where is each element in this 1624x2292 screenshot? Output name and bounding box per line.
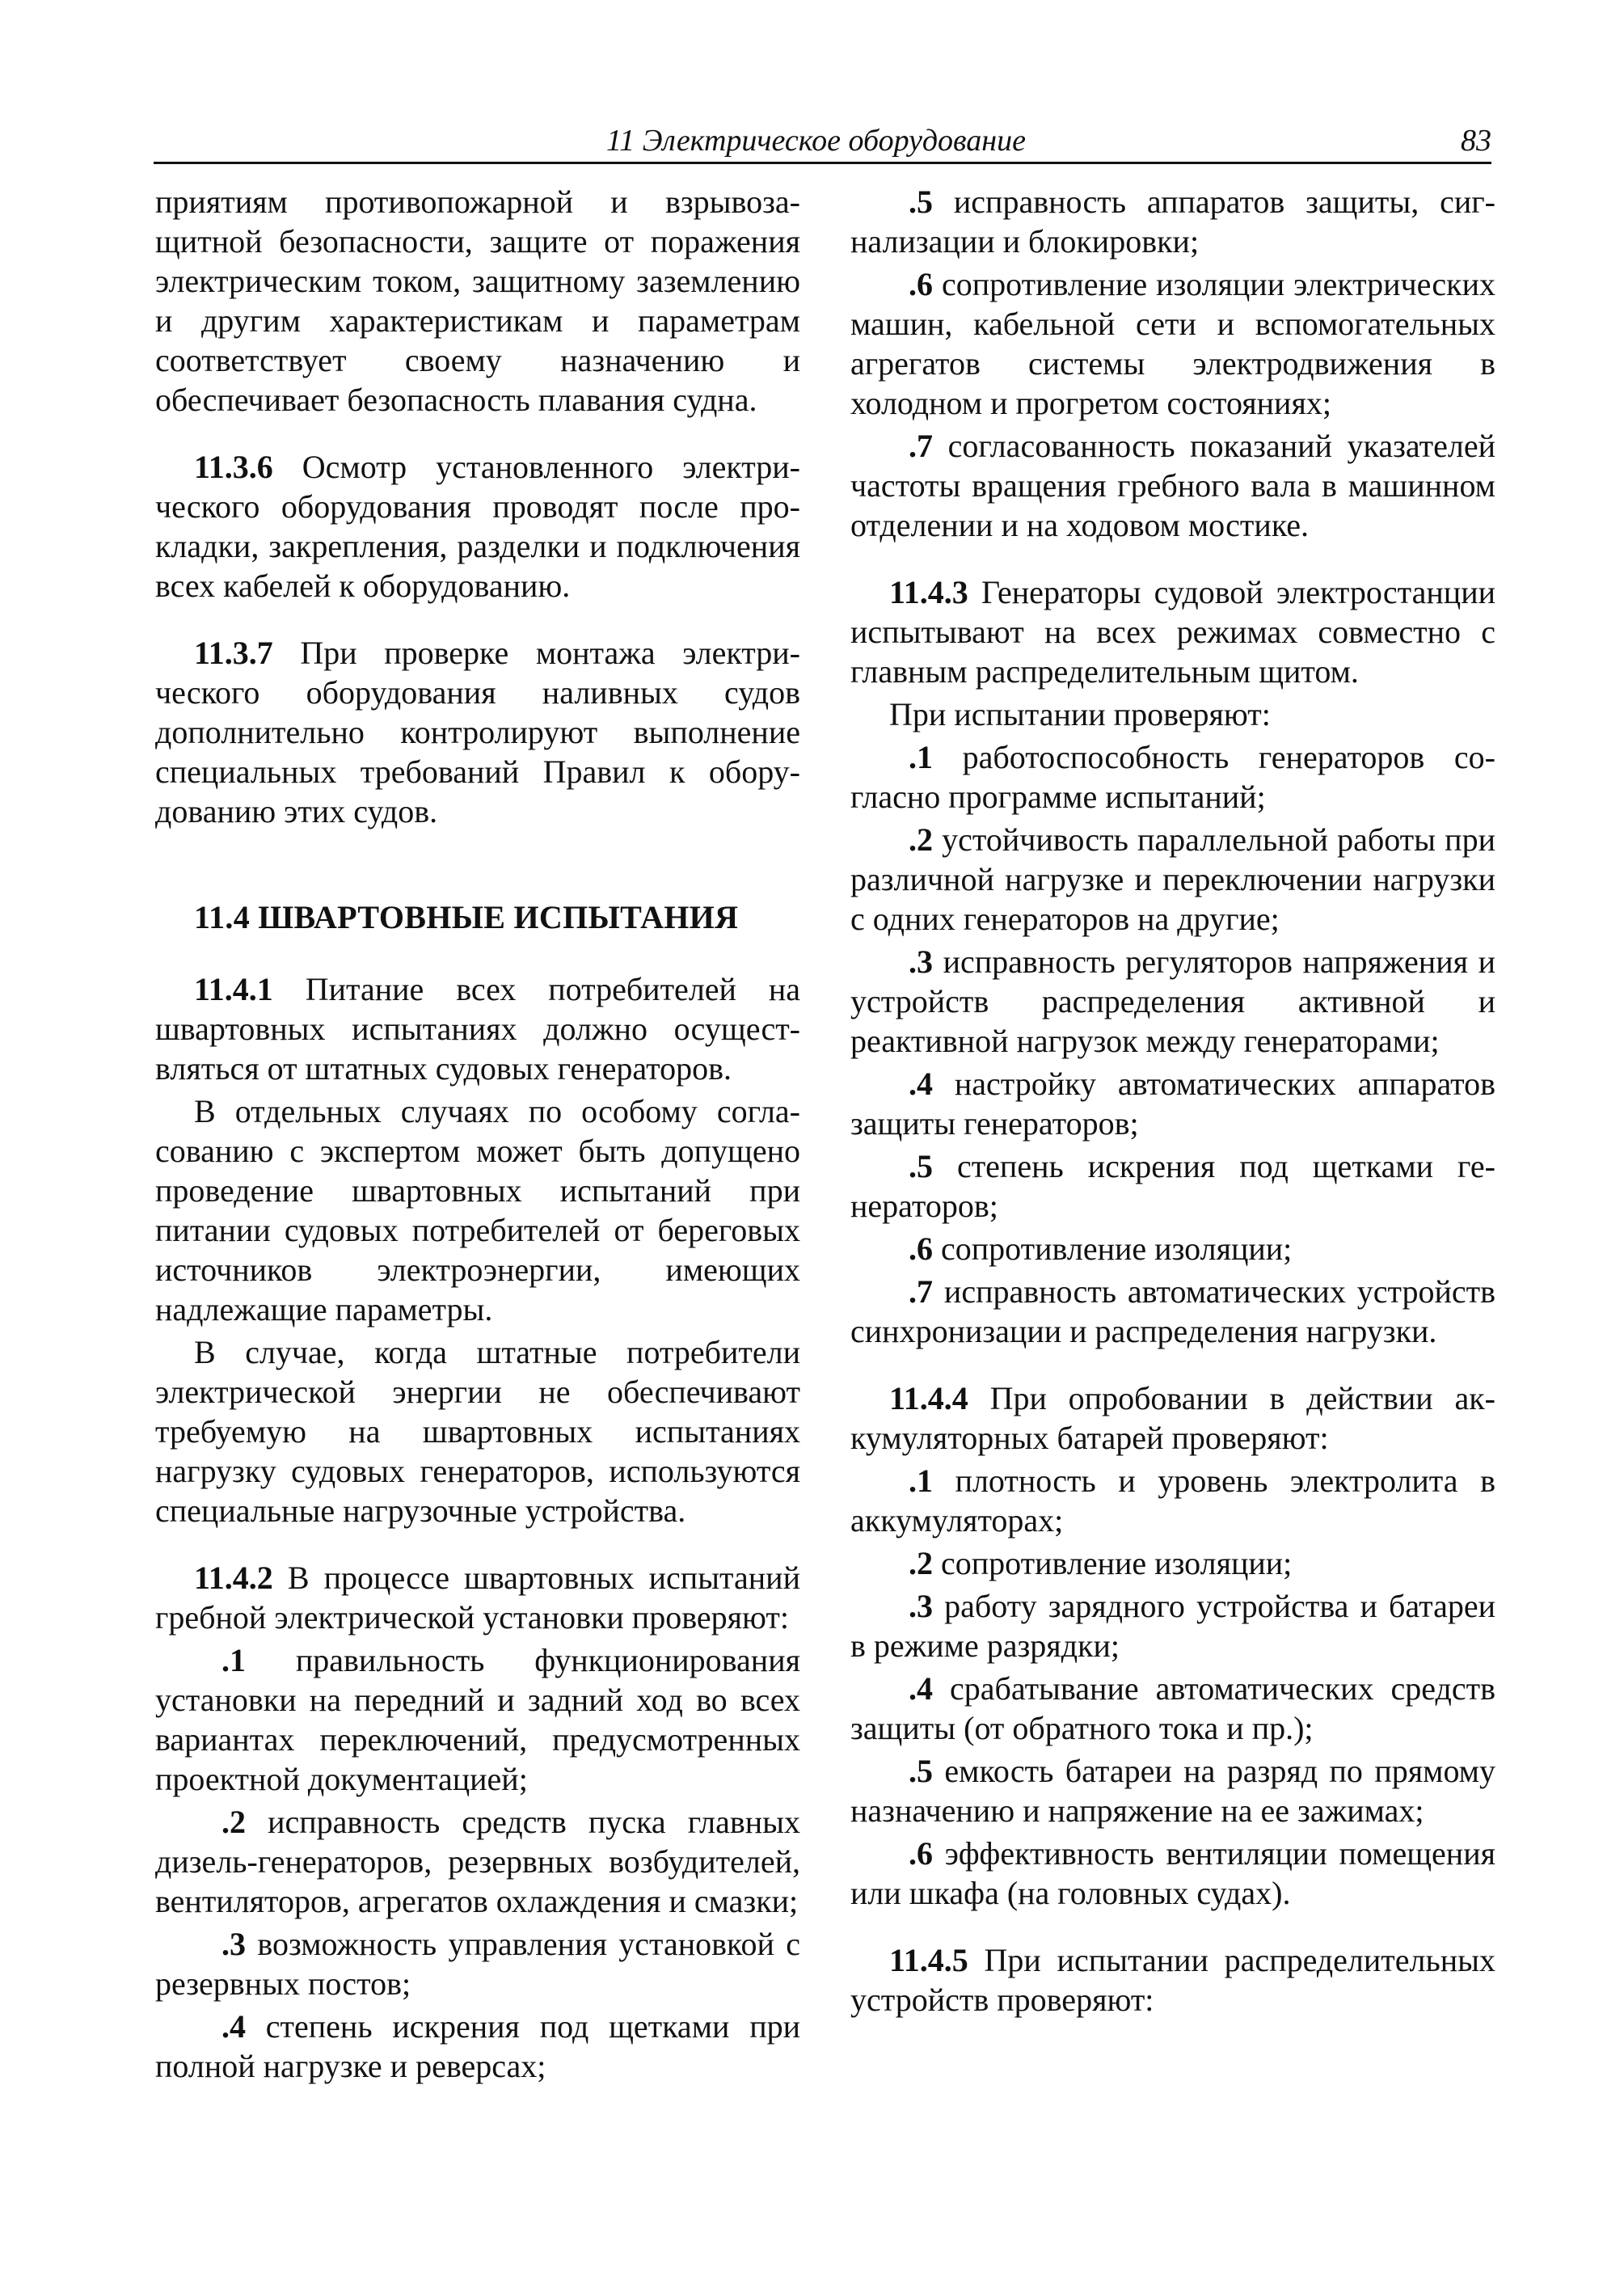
list-item: .3 исправность регуляторов напряжения и устройств распределения активной и реактивной нагрузок между генераторами; [850, 943, 1495, 1059]
list-item: .1 правильность функционирования установки на передний и задний ход во всех вариантах переключений, предусмотренных проектной документацией; [155, 1642, 800, 1797]
clause-11-3-6: 11.3.6 Осмотр установленного электрического оборудования проводят после прокладки, закрепления, разделки и подключения всех кабелей к оборудованию. [155, 449, 800, 604]
clause-11-4-2: 11.4.2 В процессе швартовных испытаний гребной электрической установки проверяют: [155, 1560, 800, 1636]
clause-number: 11.3.6 [194, 449, 273, 485]
list-item: .1 плотность и уровень электролита в аккумуляторах; [850, 1463, 1495, 1539]
left-column [155, 182, 800, 2089]
list-item: .6 сопротивление изоляции электрических машин, кабельной сети и вспомогательных агрегатов системы электродвижения в холодном и прогретом состояниях; [850, 266, 1495, 421]
clause-number: 11.3.7 [194, 635, 273, 671]
paragraph: При испытании проверяют: [889, 696, 1271, 732]
list-item: .4 степень искрения под щетками при полной нагрузке и реверсах; [155, 2008, 800, 2084]
right-column [850, 182, 1495, 2023]
list-item: .7 исправность автоматических устройств синхронизации и распределения нагрузки. [850, 1273, 1495, 1349]
paragraph: В случае, когда штатные потребители электрической энергии не обеспечивают требуемую на швартовных испытаниях нагрузку судовых генераторов, используются специальные нагрузочные устройства. [155, 1334, 800, 1529]
running-header-title: 11 Электрическое оборудование [606, 124, 1026, 158]
clause-11-4-1: 11.4.1 Питание всех потребителей на швартовных испытаниях должно осуществляться от штатных судовых генераторов. [155, 971, 800, 1087]
clause-number: 11.4.4 [889, 1380, 968, 1416]
list-item: .1 работоспособность генераторов согласно программе испытаний; [850, 739, 1495, 815]
page-number: 83 [1461, 124, 1491, 158]
clause-11-4-5: 11.4.5 При испытании распределительных устройств проверяют: [850, 1942, 1495, 2018]
list-item: .2 исправность средств пуска главных дизель-генераторов, резервных возбудителей, вентиляторов, агрегатов охлаждения и смазки; [155, 1804, 800, 1919]
list-item: .5 емкость батареи на разряд по прямому назначению и напряжение на ее зажимах; [850, 1753, 1495, 1829]
clause-number: 11.4.5 [889, 1942, 968, 1978]
clause-11-3-7: 11.3.7 При проверке монтажа электрического оборудования наливных судов дополнительно контролируют выполнение специальных требований Правил к оборудованию этих судов. [155, 635, 800, 829]
list-item: .6 сопротивление изоляции; [909, 1230, 1293, 1267]
list-item: .3 возможность управления установкой с резервных постов; [155, 1926, 800, 2002]
paragraph-continuation: приятиям противопожарной и взрывозащитной безопасности, защите от поражения электрическим током, защитному заземлению и другим характеристикам и параметрам соответствует своему назначению и обеспечивает безопасность плавания судна. [155, 184, 800, 418]
list-item: .4 срабатывание автоматических средств защиты (от обратного тока и пр.); [850, 1670, 1495, 1746]
clause-11-4-4: 11.4.4 При опробовании в действии аккумуляторных батарей проверяют: [850, 1380, 1495, 1456]
clause-number: 11.4.3 [889, 574, 968, 610]
list-item: .5 степень искрения под щетками генераторов; [850, 1148, 1495, 1224]
clause-number: 11.4.1 [194, 971, 273, 1007]
list-item: .2 сопротивление изоляции; [909, 1545, 1293, 1581]
list-item: .2 устойчивость параллельной работы при различной нагрузке и переключении нагрузки с одних генераторов на другие; [850, 821, 1495, 937]
clause-11-4-3: 11.4.3 Генераторы судовой электростанции испытывают на всех режимах совместно с главным распределительным щитом. [850, 574, 1495, 690]
list-item: .3 работу зарядного устройства и батареи в режиме разрядки; [850, 1588, 1495, 1664]
running-header [154, 121, 1491, 164]
list-item: .4 настройку автоматических аппаратов защиты генераторов; [850, 1066, 1495, 1142]
section-heading: 11.4 ШВАРТОВНЫЕ ИСПЫТАНИЯ [194, 899, 739, 935]
list-item: .5 исправность аппаратов защиты, сигнализации и блокировки; [850, 184, 1495, 260]
list-item: .7 согласованность показаний указателей частоты вращения гребного вала в машинном отделении и на ходовом мостике. [850, 428, 1495, 543]
paragraph: В отдельных случаях по особому согласованию с экспертом может быть допущено проведение швартовных испытаний при питании судовых потребителей от береговых источников электроэнергии, имеющих надлежащие параметры. [155, 1093, 800, 1328]
clause-number: 11.4.2 [194, 1560, 273, 1596]
list-item: .6 эффективность вентиляции помещения или шкафа (на головных судах). [850, 1835, 1495, 1911]
